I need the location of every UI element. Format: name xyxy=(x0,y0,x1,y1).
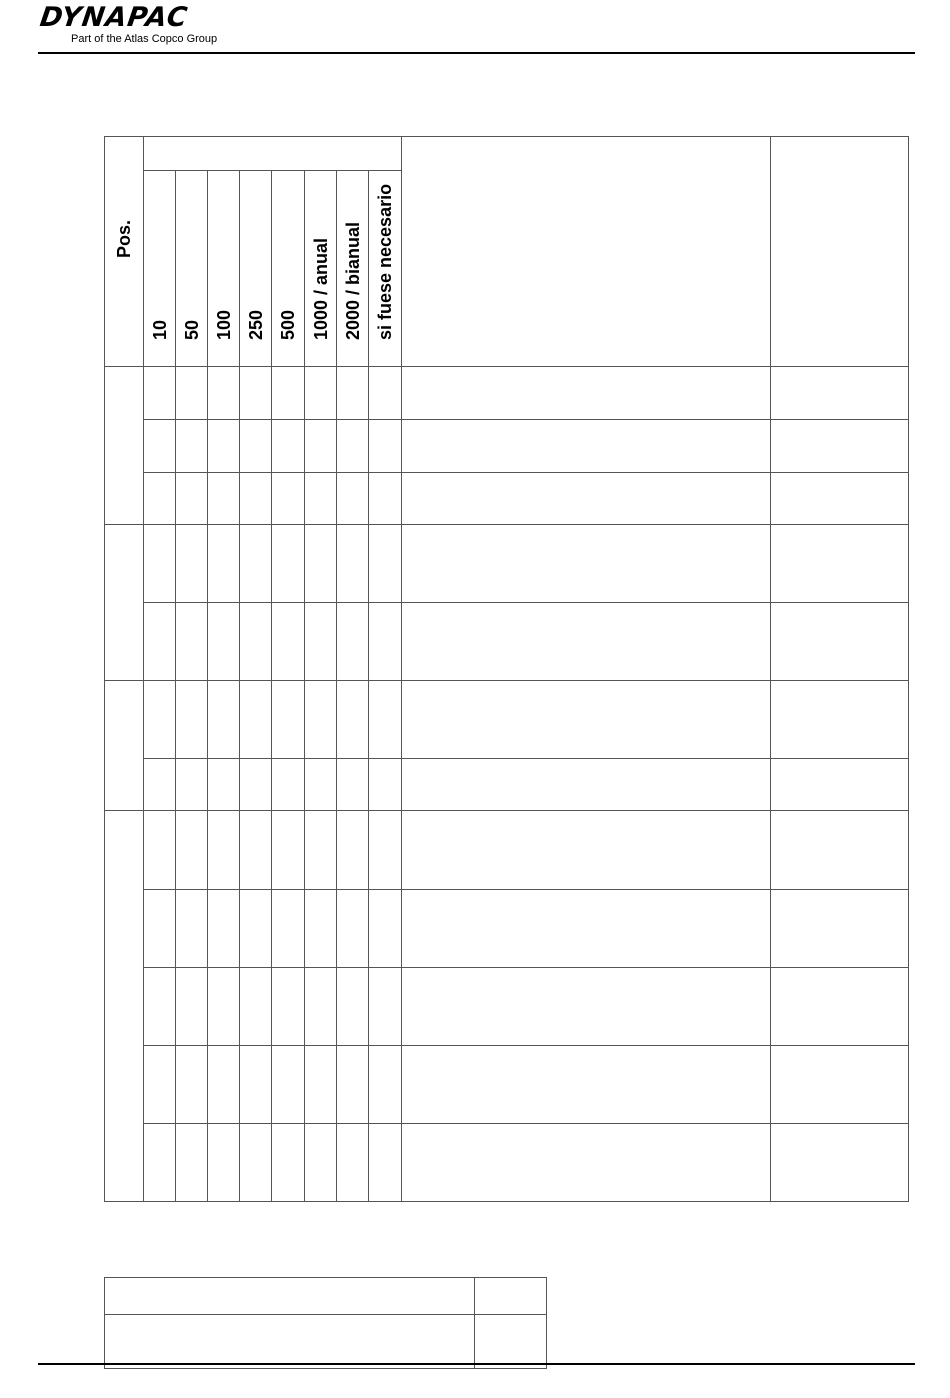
interval-group-header xyxy=(144,137,402,171)
footer-cell xyxy=(475,1278,547,1315)
pos-header-cell xyxy=(105,137,144,367)
footer-cell xyxy=(475,1315,547,1369)
pos-cell xyxy=(105,811,144,1202)
table-row xyxy=(105,681,909,759)
footer-divider xyxy=(38,1363,915,1365)
pos-cell xyxy=(105,681,144,811)
description-header xyxy=(402,137,771,367)
footer-cell xyxy=(105,1278,475,1315)
footer-cell xyxy=(105,1315,475,1369)
interval-header: 1000 / anual xyxy=(305,171,337,367)
maintenance-schedule-table xyxy=(104,136,909,1202)
company-tagline: Part of the Atlas Copco Group xyxy=(71,33,218,45)
table-row xyxy=(105,420,909,473)
footer-info-table xyxy=(104,1277,547,1369)
dynapac-logo: DYNAPAC xyxy=(38,2,190,33)
table-row xyxy=(105,603,909,681)
table-row xyxy=(105,759,909,811)
table-row xyxy=(105,525,909,603)
interval-header: si fuese necesario xyxy=(369,171,402,367)
pos-cell xyxy=(105,525,144,681)
table-row xyxy=(105,473,909,525)
interval-header: 100 xyxy=(208,171,240,367)
interval-header: 250 xyxy=(240,171,272,367)
interval-header: 50 xyxy=(176,171,208,367)
table-row xyxy=(105,1046,909,1124)
interval-header: 2000 / bianual xyxy=(337,171,369,367)
table-row xyxy=(105,367,909,420)
table-row xyxy=(105,890,909,968)
interval-header: 500 xyxy=(272,171,305,367)
table-row xyxy=(105,811,909,890)
pos-cell xyxy=(105,367,144,525)
table-row xyxy=(105,968,909,1046)
interval-header: 10 xyxy=(144,171,176,367)
reference-header xyxy=(771,137,909,367)
header-divider xyxy=(38,52,915,54)
table-row xyxy=(105,1124,909,1202)
pos-header: Pos. xyxy=(114,219,134,258)
